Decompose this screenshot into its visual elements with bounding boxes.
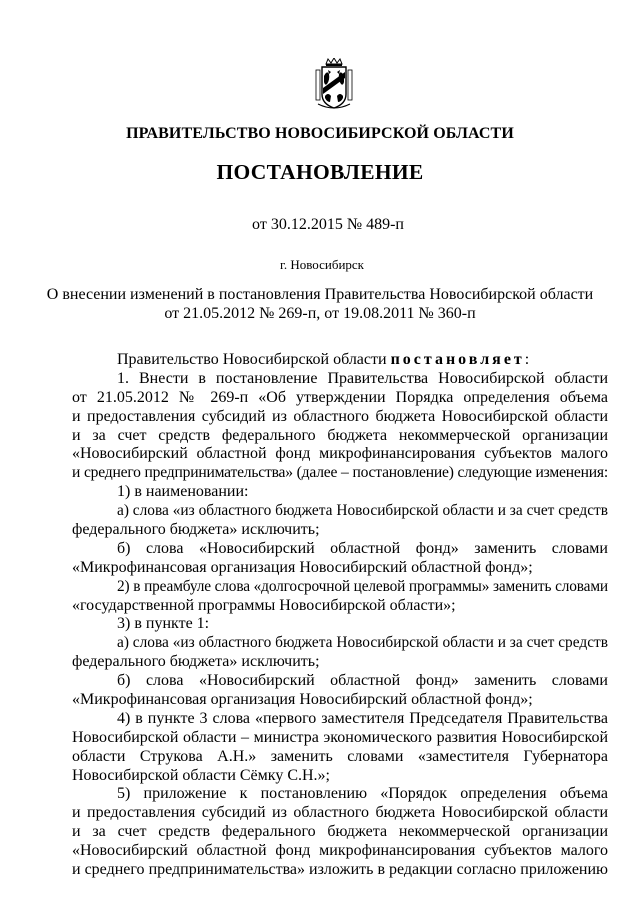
- body-line: «Микрофинансовая организация Новосибирский областной фонд»;: [72, 558, 533, 576]
- body-line: б) слова «Новосибирский областной фонд» заменить словами: [117, 672, 608, 690]
- document-subject: [0, 285, 640, 323]
- body-line: 2) в преамбуле слова «долгосрочной целевой программы» заменить словами: [117, 577, 608, 595]
- body-line: «Новосибирский областной фонд микрофинансирования субъектов малого: [72, 842, 608, 860]
- body-line: Новосибирской области Сёмку С.Н.»;: [72, 766, 330, 784]
- intro-keyword: постановляет: [390, 351, 525, 368]
- document-type: ПОСТАНОВЛЕНИЕ: [216, 160, 424, 184]
- body-line: 1. Внести в постановление Правительства Новосибирской области: [117, 369, 608, 387]
- body-line: 3) в пункте 1:: [117, 615, 210, 633]
- body-line: и среднего предпринимательства» (далее – постановление) следующие изменения:: [72, 464, 608, 482]
- body-line: Новосибирской области – министра экономического развития Новосибирской: [72, 728, 608, 746]
- body-line: и среднего предпринимательства» изложить в редакции согласно приложению: [72, 861, 608, 879]
- body-line: а) слова «из областного бюджета Новосибирской области и за счет средств: [117, 634, 608, 652]
- body-line: «Новосибирский областной фонд микрофинансирования субъектов малого: [72, 445, 608, 463]
- subject-line-2: от 21.05.2012 № 269-п, от 19.08.2011 № 360-п: [164, 305, 476, 322]
- body-line: области Струкова А.Н.» заменить словами «заместителя Губернатора: [72, 747, 608, 765]
- body-line: «государственной программы Новосибирской области»;: [72, 596, 456, 614]
- body-line: и за счет средств федерального бюджета некоммерческой организации: [72, 426, 608, 444]
- body-line: 1) в наименовании:: [117, 483, 249, 501]
- document-date-number: от 30.12.2015 № 489-п: [252, 216, 404, 233]
- body-line: б) слова «Новосибирский областной фонд» заменить словами: [117, 539, 608, 557]
- intro-prefix: Правительство Новосибирской области: [117, 351, 391, 368]
- organization-title: ПРАВИТЕЛЬСТВО НОВОСИБИРСКОЙ ОБЛАСТИ: [126, 125, 514, 142]
- intro-suffix: :: [524, 351, 530, 368]
- body-line: федерального бюджета» исключить;: [72, 653, 320, 671]
- document-city: г. Новосибирск: [279, 257, 364, 272]
- body-line: 5) приложение к постановлению «Порядок определения объема: [117, 785, 608, 803]
- body-line: федерального бюджета» исключить;: [72, 521, 320, 539]
- intro-line: [72, 351, 608, 370]
- body-line: от 21.05.2012 № 269-п «Об утверждении Порядка определения объема: [72, 388, 608, 406]
- body-line: и предоставления субсидий из областного бюджета Новосибирской области: [72, 804, 608, 822]
- body-line: и за счет средств федерального бюджета некоммерческой организации: [72, 823, 608, 841]
- body-line: и предоставления субсидий из областного бюджета Новосибирской области: [72, 407, 608, 425]
- body-line: а) слова «из областного бюджета Новосибирской области и за счет средств: [117, 502, 608, 520]
- body-line: «Микрофинансовая организация Новосибирский областной фонд»;: [72, 691, 533, 709]
- subject-line-1: О внесении изменений в постановления Правительства Новосибирской области: [46, 286, 594, 303]
- document-body: [72, 351, 608, 880]
- body-line: 4) в пункте 3 слова «первого заместителя Председателя Правительства: [117, 709, 608, 727]
- novosibirsk-coat-of-arms-icon: [314, 58, 354, 110]
